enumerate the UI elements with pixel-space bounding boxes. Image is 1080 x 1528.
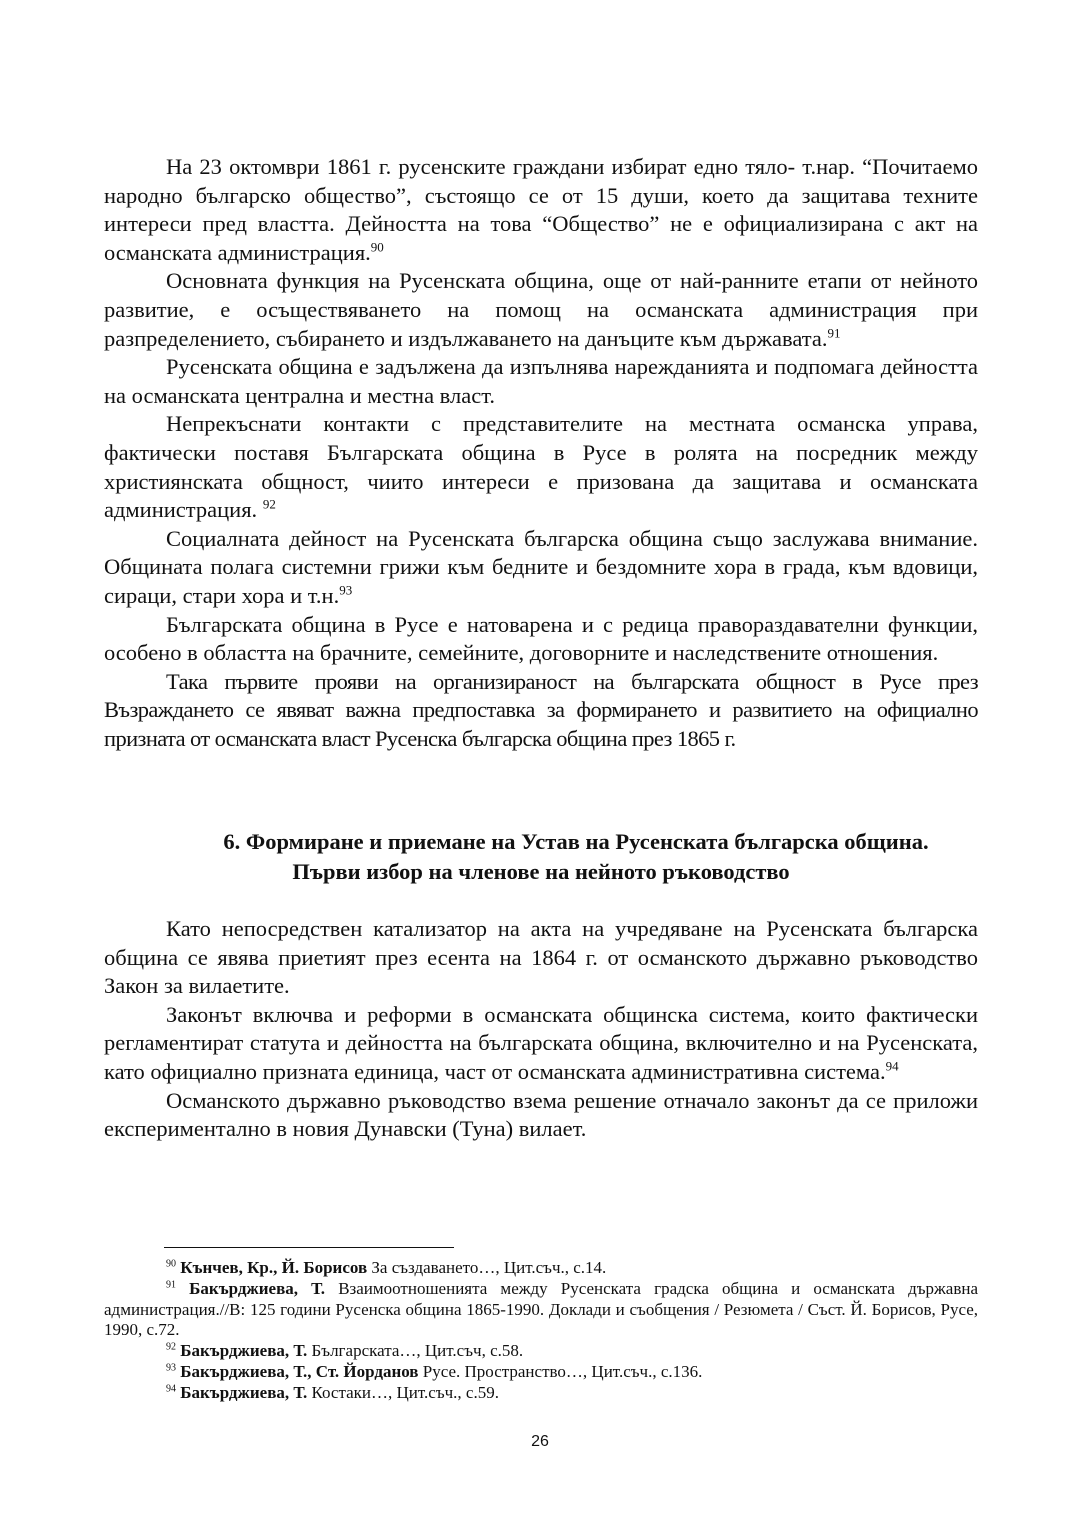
- paragraph: Османското държавно ръководство взема решение отначало законът да се приложи експериментално в новия Дунавски (Туна) вилает.: [104, 1087, 978, 1142]
- footnotes: [104, 1258, 978, 1404]
- footnote: $^{94}$ Бакърджиева, Т. Костаки…, Цит.съч., с.59.: [166, 1382, 499, 1402]
- footnote: $^{92}$ Бакърджиева, Т. Българската…, Цит.съч, с.58.: [166, 1341, 524, 1361]
- footnote: $^{93}$ Бакърджиева, Т., Ст. Йорданов Русе. Пространство…, Цит.съч., с.136.: [166, 1361, 703, 1381]
- footnote: $^{90}$ Кънчев, Кр., Й. Борисов За създаването…, Цит.съч., с.14.: [166, 1258, 607, 1277]
- paragraph: Като непосредствен катализатор на акта на учредяване на Русенската българска община се явява приетият през есента на 1864 г. от османското държавно ръководство Закон за вилаетите.: [104, 916, 978, 999]
- heading-line-2: Първи избор на членове на нейното ръководство: [292, 859, 790, 884]
- footnote: $^{91}$ Бакърджиева, Т. Взаимоотношенията между Русенската градска община и османската държавна администрация.//В: 125 години Русенска община 1865-1990. Доклади и съобщения / Резюмета / Съст. Й. Борисов, Русе, 1990, с.72.: [104, 1278, 979, 1340]
- footnote-ref: 91: [827, 325, 841, 341]
- paragraph: Русенската община е задължена да изпълнява нарежданията и подпомага дейността на османската централна и местна власт.: [104, 354, 978, 408]
- paragraph: Законът включва и реформи в османската общинска система, които фактически регламентират статута и дейността на българската община, включително и на Русенската, като официално призната единица, част от османската административна система.$^{94}$: [104, 1001, 978, 1084]
- footnote-ref: 90: [370, 239, 384, 255]
- footnote-ref: 92: [262, 496, 276, 512]
- paragraph: Социалната дейност на Русенската българска община също заслужава внимание. Общината полага системни грижи към бедните и бездомните хора в града, към вдовици, сираци, стари хора и т.н.$^{93}$: [104, 525, 978, 608]
- paragraph: На 23 октомври 1861 г. русенските граждани избират едно тяло- т.нар. “Почитаемо народно българско общество”, състоящо се от 15 души, което да защитава техните интереси пред властта. Дейността на това “Общество” не е официализирана с акт на османската администрация.$^{90}$: [104, 154, 978, 265]
- section-heading: [104, 827, 978, 887]
- paragraph: Българската община в Русе е натоварена и с редица правораздавателни функции, особено в областта на брачните, семейните, договорните и наследствените отношения.: [104, 611, 978, 666]
- body-text-top: [104, 153, 978, 753]
- footnote-ref: 94: [885, 1058, 899, 1074]
- paragraph: Така първите прояви на организираност на българската общност в Русе през Възраждането се явяват важна предпоставка за формирането и развитието на официално призната от османската власт Русенска българска община през 1865 г.: [104, 668, 978, 751]
- page-number: 26: [531, 1433, 549, 1450]
- body-text-bottom: [104, 915, 978, 1144]
- heading-line-1: 6. Формиране и приемане на Устав на Русенската българска община.: [223, 829, 929, 854]
- footnote-separator: [164, 1247, 454, 1248]
- paragraph: Непрекъснати контакти с представителите на местната османска управа, фактически поставя Българската община в Русе в ролята на посредник между християнската общност, чиито интереси е призована да защитава и османската администрация. $^{92}$: [104, 411, 978, 523]
- footnote-ref: 93: [339, 582, 353, 598]
- paragraph: Основната функция на Русенската община, още от най-ранните етапи от нейното развитие, е осъществяването на помощ на османската администрация при разпределението, събирането и издължаването на данъците към държавата.$^{91}$: [104, 268, 978, 351]
